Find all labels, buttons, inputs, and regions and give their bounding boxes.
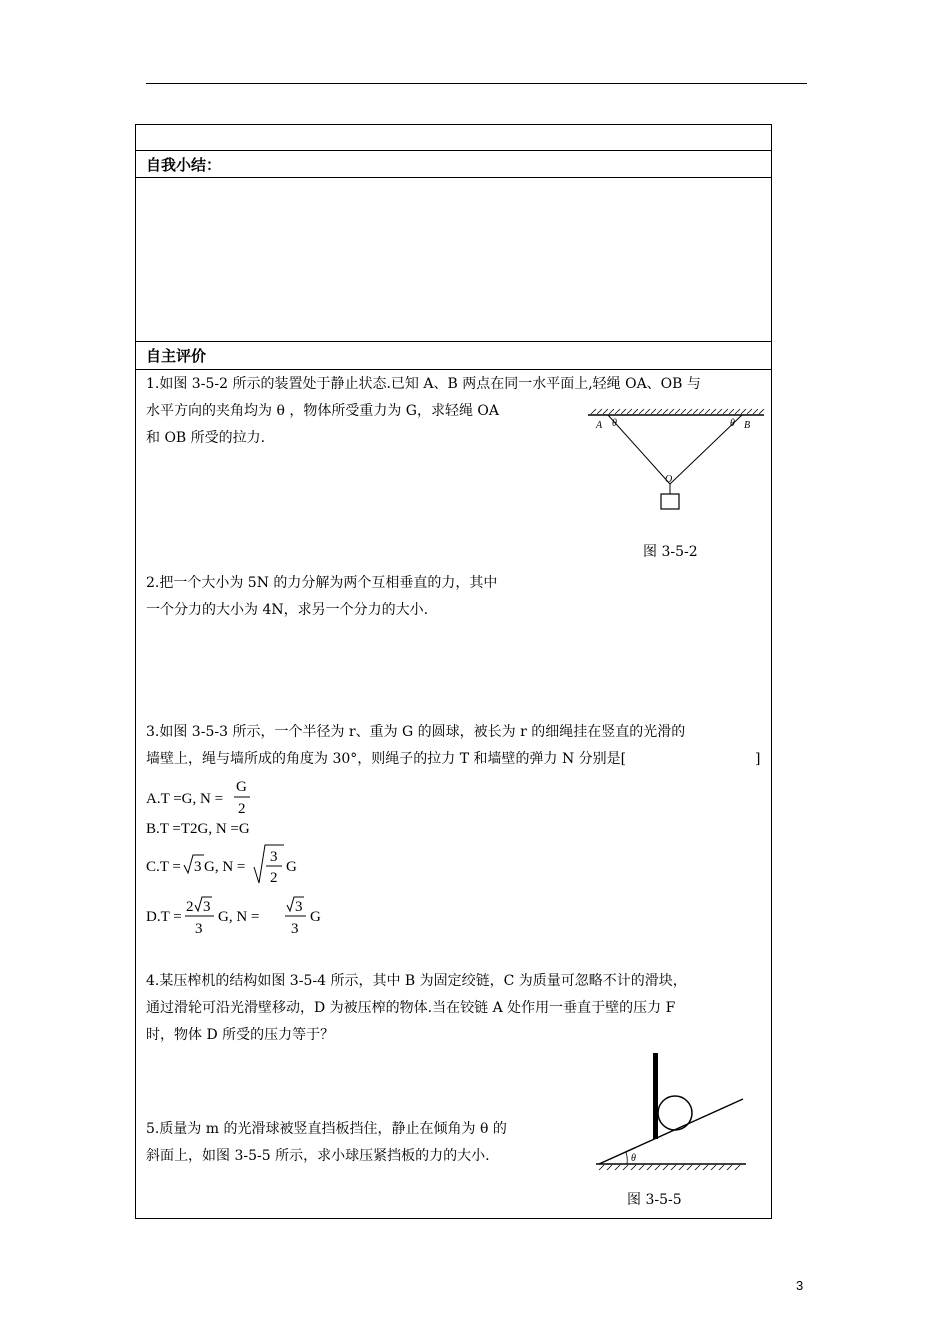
figure-3-5-2-caption: 图 3-5-2 xyxy=(643,544,698,560)
q4-line3: 时，物体 D 所受的压力等于？ xyxy=(146,1027,335,1043)
vertical-board xyxy=(653,1053,658,1139)
q2-line2: 一个分力的大小为 4N，求另一个分力的大小. xyxy=(146,602,429,618)
q5-line2: 斜面上，如图 3-5-5 所示，求小球压紧挡板的力的大小. xyxy=(146,1148,490,1164)
point-o-label: O xyxy=(665,474,673,485)
sqrt-sign xyxy=(254,845,284,883)
incline-surface xyxy=(599,1099,743,1164)
q3-option-a xyxy=(146,777,286,817)
option-a-lead: A.T =G, N = xyxy=(146,791,224,807)
option-c-root-numerator: 3 xyxy=(270,849,278,865)
rope-oa xyxy=(608,415,673,485)
row-divider xyxy=(136,369,771,370)
option-b-text: B.T =T2G, N =G xyxy=(146,821,250,837)
option-c-middle: G, N = xyxy=(204,859,246,875)
option-d-middle: G, N = xyxy=(218,909,260,925)
option-c-lead: C.T = xyxy=(146,859,181,875)
q4-line1: 4.某压榨机的结构如图 3-5-4 所示，其中 B 为固定绞链，C 为质量可忽略不计的滑块， xyxy=(146,973,687,989)
row-divider xyxy=(136,177,771,178)
figure-3-5-2 xyxy=(586,405,766,517)
figure-3-5-5 xyxy=(591,1053,751,1173)
smooth-ball xyxy=(658,1096,692,1130)
option-d-root-radicand: 3 xyxy=(295,899,303,915)
q5-line1: 5.质量为 m 的光滑球被竖直挡板挡住，静止在倾角为 θ 的 xyxy=(146,1121,507,1137)
worksheet-table xyxy=(135,124,772,1219)
option-d-tail: G xyxy=(310,909,321,925)
row-divider xyxy=(136,341,771,342)
q2-line1: 2.把一个大小为 5N 的力分解为两个互相垂直的力，其中 xyxy=(146,575,498,591)
theta-angle-label: θ xyxy=(631,1153,636,1164)
option-c-root-denominator: 2 xyxy=(270,870,278,886)
page-number: 3 xyxy=(796,1278,804,1293)
point-b-label: B xyxy=(744,420,751,431)
q1-line3: 和 OB 所受的拉力. xyxy=(146,430,266,446)
figure-3-5-5-caption: 图 3-5-5 xyxy=(627,1192,682,1208)
option-a-numerator: G xyxy=(236,779,247,795)
header-rule xyxy=(146,83,807,84)
option-d-numerator-coef: 2 xyxy=(186,899,194,915)
hanging-block xyxy=(661,494,679,509)
summary-label: 自我小结： xyxy=(146,156,222,174)
point-a-label: A xyxy=(596,420,603,431)
option-d-root-denominator: 3 xyxy=(291,921,299,937)
evaluation-label: 自主评价 xyxy=(146,347,207,365)
theta-right-label: θ xyxy=(730,418,735,429)
q3-option-d xyxy=(146,895,366,935)
q3-option-c xyxy=(146,843,346,886)
option-d-lead: D.T = xyxy=(146,909,182,925)
q3-line2: 墙壁上，绳与墙所成的角度为 30°，则绳子的拉力 T 和墙壁的弹力 N 分别是[ xyxy=(146,751,627,767)
option-c-radicand: 3 xyxy=(194,859,202,875)
q3-bracket-close: ] xyxy=(755,751,761,767)
q4-line2: 通过滑轮可沿光滑壁移动，D 为被压榨的物体.当在铰链 A 处作用一垂直于壁的压力 F xyxy=(146,1000,676,1016)
theta-left-label: θ xyxy=(612,418,617,429)
option-d-denominator: 3 xyxy=(195,921,203,937)
row-divider xyxy=(136,150,771,151)
option-d-numerator-radicand: 3 xyxy=(203,899,211,915)
q1-line2: 水平方向的夹角均为 θ ，物体所受重力为 G，求轻绳 OA xyxy=(146,403,499,419)
q3-line1: 3.如图 3-5-3 所示，一个半径为 r、重为 G 的圆球，被长为 r 的细绳挂在竖直的光滑的 xyxy=(146,724,686,740)
option-c-tail: G xyxy=(286,859,297,875)
option-a-denominator: 2 xyxy=(238,801,246,817)
q1-line1: 1.如图 3-5-2 所示的装置处于静止状态.已知 A、B 两点在同一水平面上,轻绳 OA、OB 与 xyxy=(146,376,701,392)
